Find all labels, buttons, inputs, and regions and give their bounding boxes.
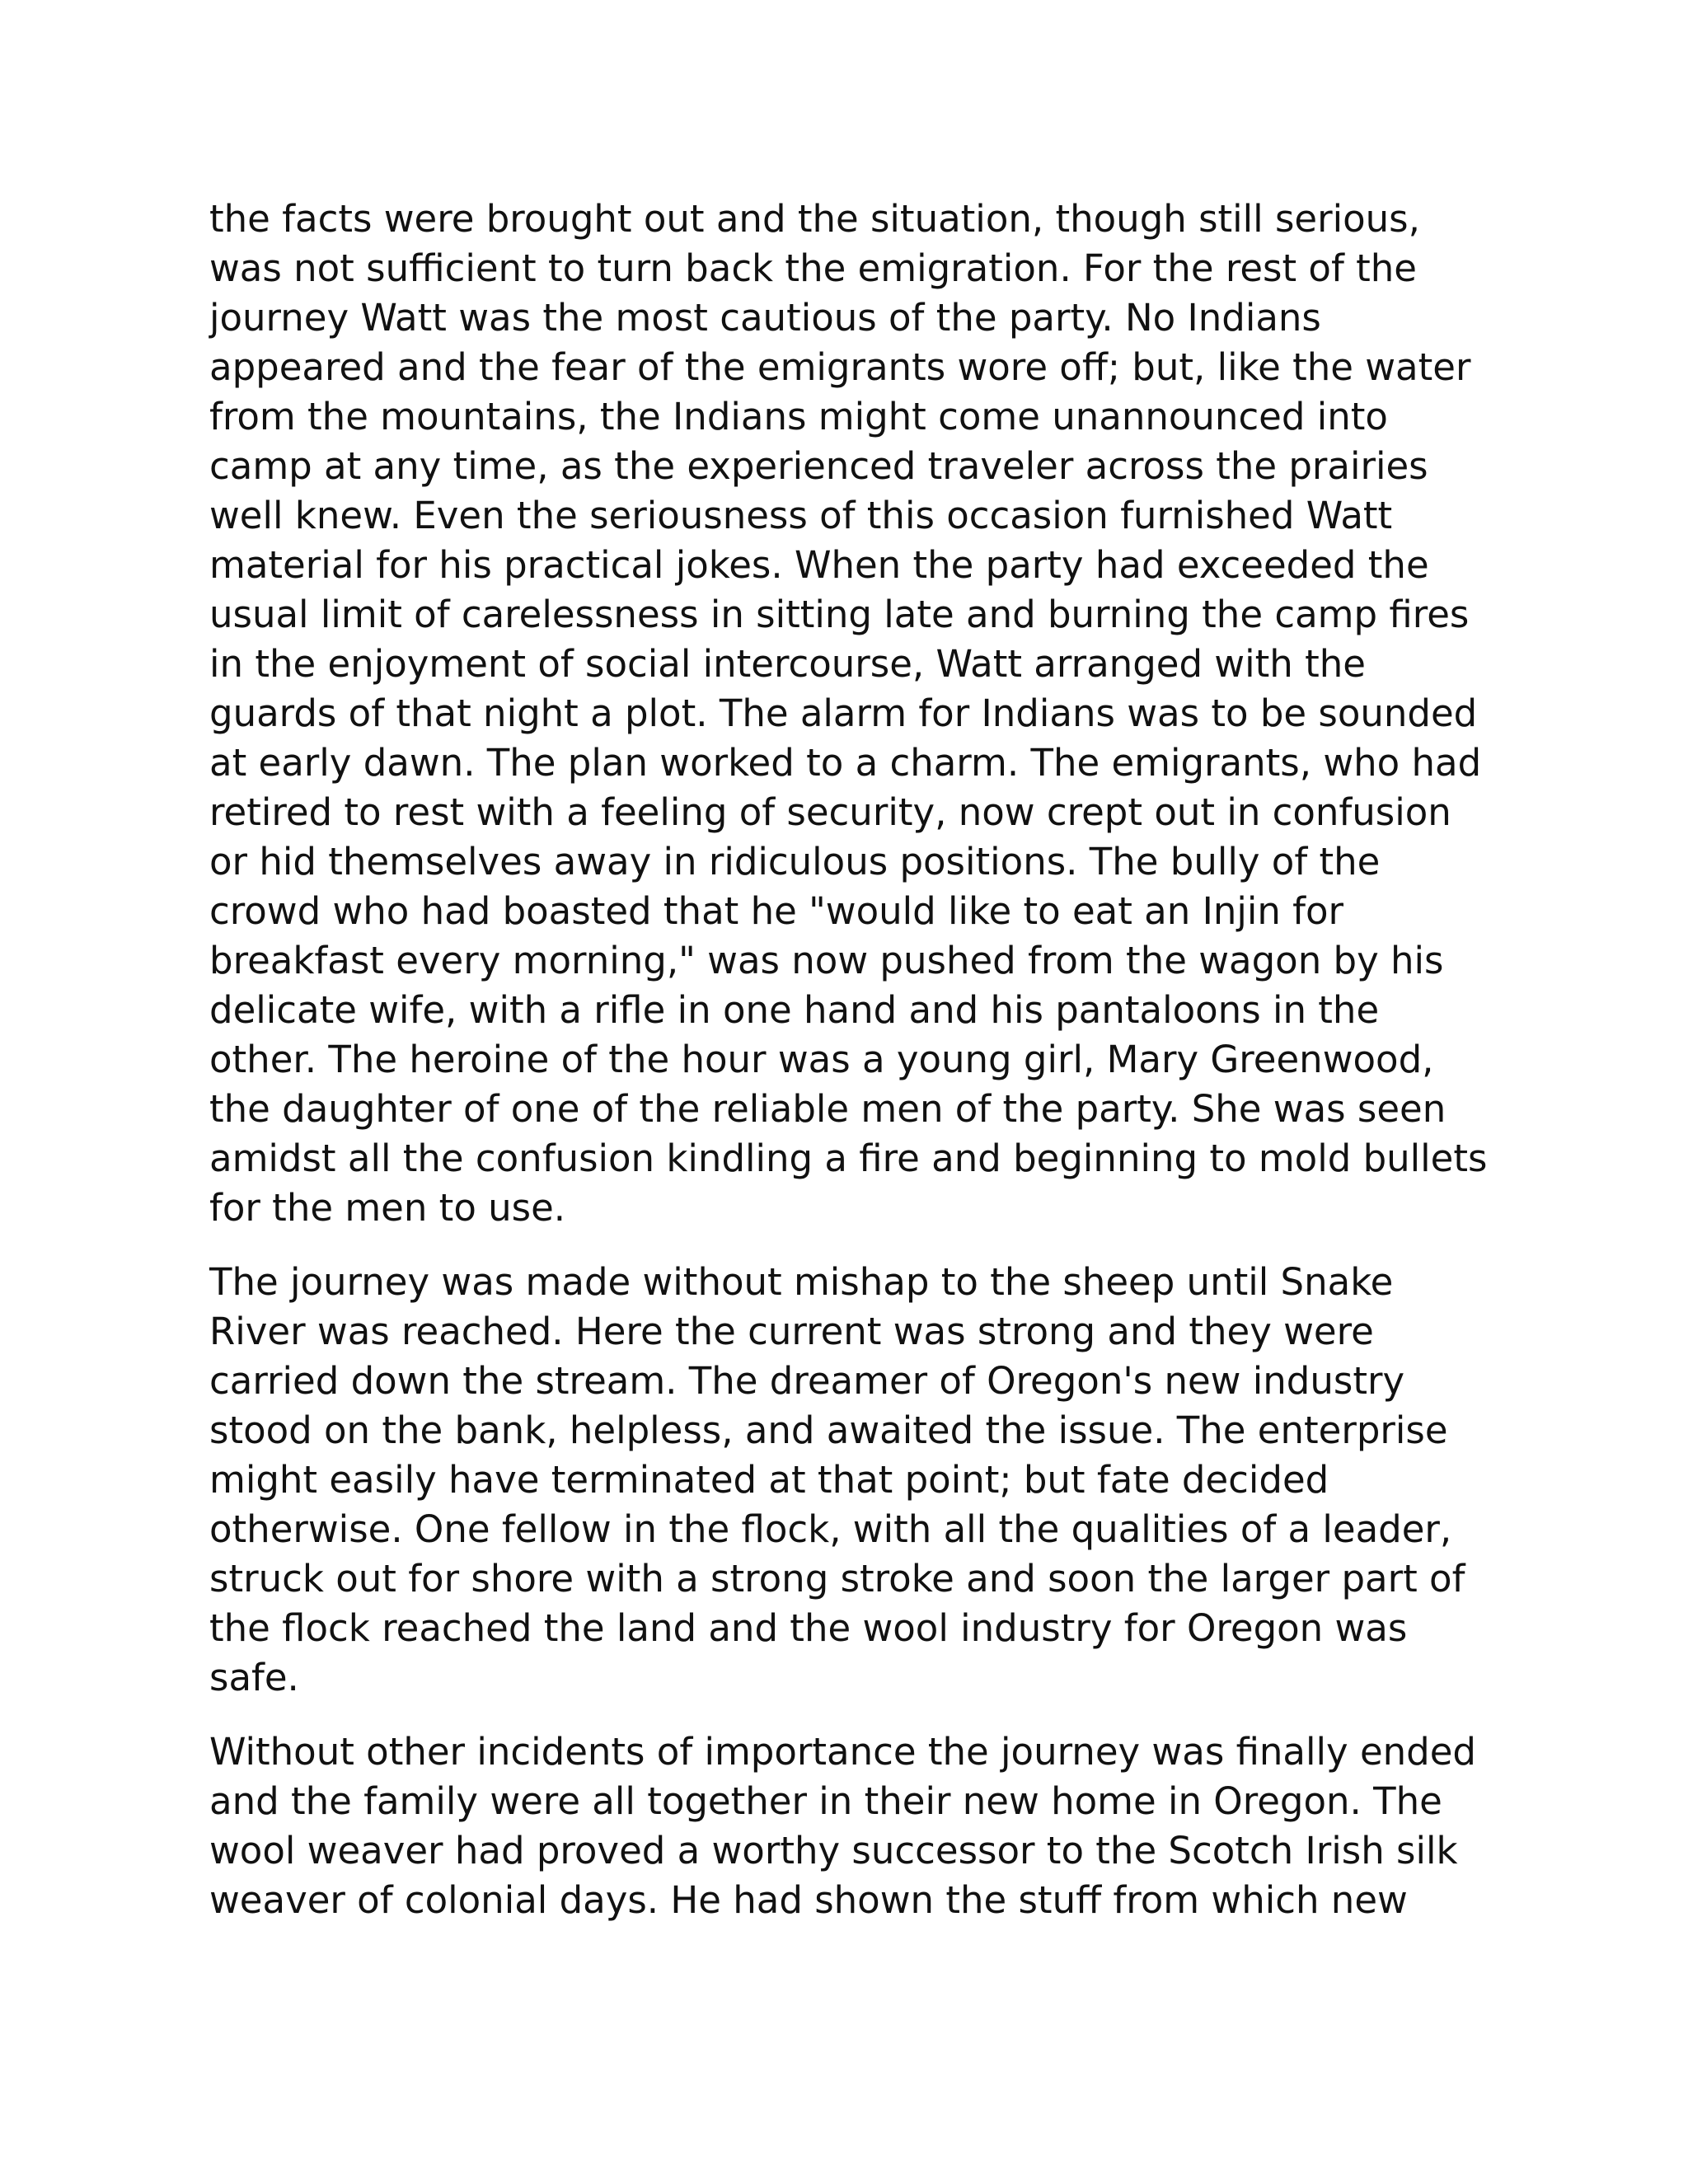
text-line: usual limit of carelessness in sitting late and burning the camp fires — [209, 593, 1470, 636]
text-line: struck out for shore with a strong stroke and soon the larger part of — [209, 1557, 1465, 1601]
text-line: was not sufficient to turn back the emigration. For the rest of the — [209, 246, 1417, 290]
text-line: at early dawn. The plan worked to a charm. The emigrants, who had — [209, 741, 1482, 785]
text-line: amidst all the confusion kindling a fire and beginning to mold bullets — [209, 1137, 1488, 1180]
paragraph-3 — [209, 1727, 1479, 1925]
text-line: River was reached. Here the current was strong and they were — [209, 1310, 1374, 1353]
text-line: camp at any time, as the experienced traveler across the prairies — [209, 444, 1428, 488]
text-line: stood on the bank, helpless, and awaited the issue. The enterprise — [209, 1408, 1448, 1452]
text-line: carried down the stream. The dreamer of Oregon's new industry — [209, 1359, 1405, 1403]
paragraph-spacing — [209, 1703, 1479, 1727]
paragraph-1 — [209, 194, 1488, 1233]
text-line: well knew. Even the seriousness of this occasion furnished Watt — [209, 494, 1393, 537]
text-line: The journey was made without mishap to the sheep until Snake — [209, 1260, 1394, 1304]
text-line: otherwise. One fellow in the flock, with all the qualities of a leader, — [209, 1507, 1452, 1551]
text-line: the facts were brought out and the situation, though still serious, — [209, 197, 1420, 241]
text-line: retired to rest with a feeling of security, now crept out in confusion — [209, 790, 1451, 834]
paragraph-2 — [209, 1258, 1479, 1703]
text-line: in the enjoyment of social intercourse, Watt arranged with the — [209, 642, 1366, 686]
text-line: might easily have terminated at that point; but fate decided — [209, 1458, 1329, 1502]
text-line: weaver of colonial days. He had shown the stuff from which new — [209, 1878, 1408, 1922]
text-line: wool weaver had proved a worthy successor to the Scotch Irish silk — [209, 1829, 1458, 1872]
text-line: or hid themselves away in ridiculous positions. The bully of the — [209, 840, 1381, 883]
text-line: and the family were all together in their new home in Oregon. The — [209, 1779, 1442, 1823]
text-line: the flock reached the land and the wool industry for Oregon was — [209, 1606, 1408, 1650]
text-line: safe. — [209, 1656, 299, 1699]
body-text — [209, 194, 1488, 1925]
text-line: for the men to use. — [209, 1186, 566, 1230]
text-line: journey Watt was the most cautious of the party. No Indians — [209, 296, 1321, 340]
paragraph-spacing — [209, 1233, 1479, 1258]
text-line: crowd who had boasted that he "would like to eat an Injin for — [209, 889, 1344, 933]
text-line: the daughter of one of the reliable men of the party. She was seen — [209, 1087, 1447, 1131]
text-line: from the mountains, the Indians might come unannounced into — [209, 395, 1388, 438]
text-line: Without other incidents of importance the journey was finally ended — [209, 1730, 1476, 1774]
text-line: delicate wife, with a rifle in one hand and his pantaloons in the — [209, 988, 1380, 1032]
text-line: guards of that night a plot. The alarm for Indians was to be sounded — [209, 691, 1478, 735]
text-line: appeared and the fear of the emigrants wore off; but, like the water — [209, 345, 1471, 389]
text-line: breakfast every morning," was now pushed from the wagon by his — [209, 939, 1444, 982]
text-line: other. The heroine of the hour was a young girl, Mary Greenwood, — [209, 1038, 1434, 1081]
text-line: material for his practical jokes. When the party had exceeded the — [209, 543, 1429, 587]
